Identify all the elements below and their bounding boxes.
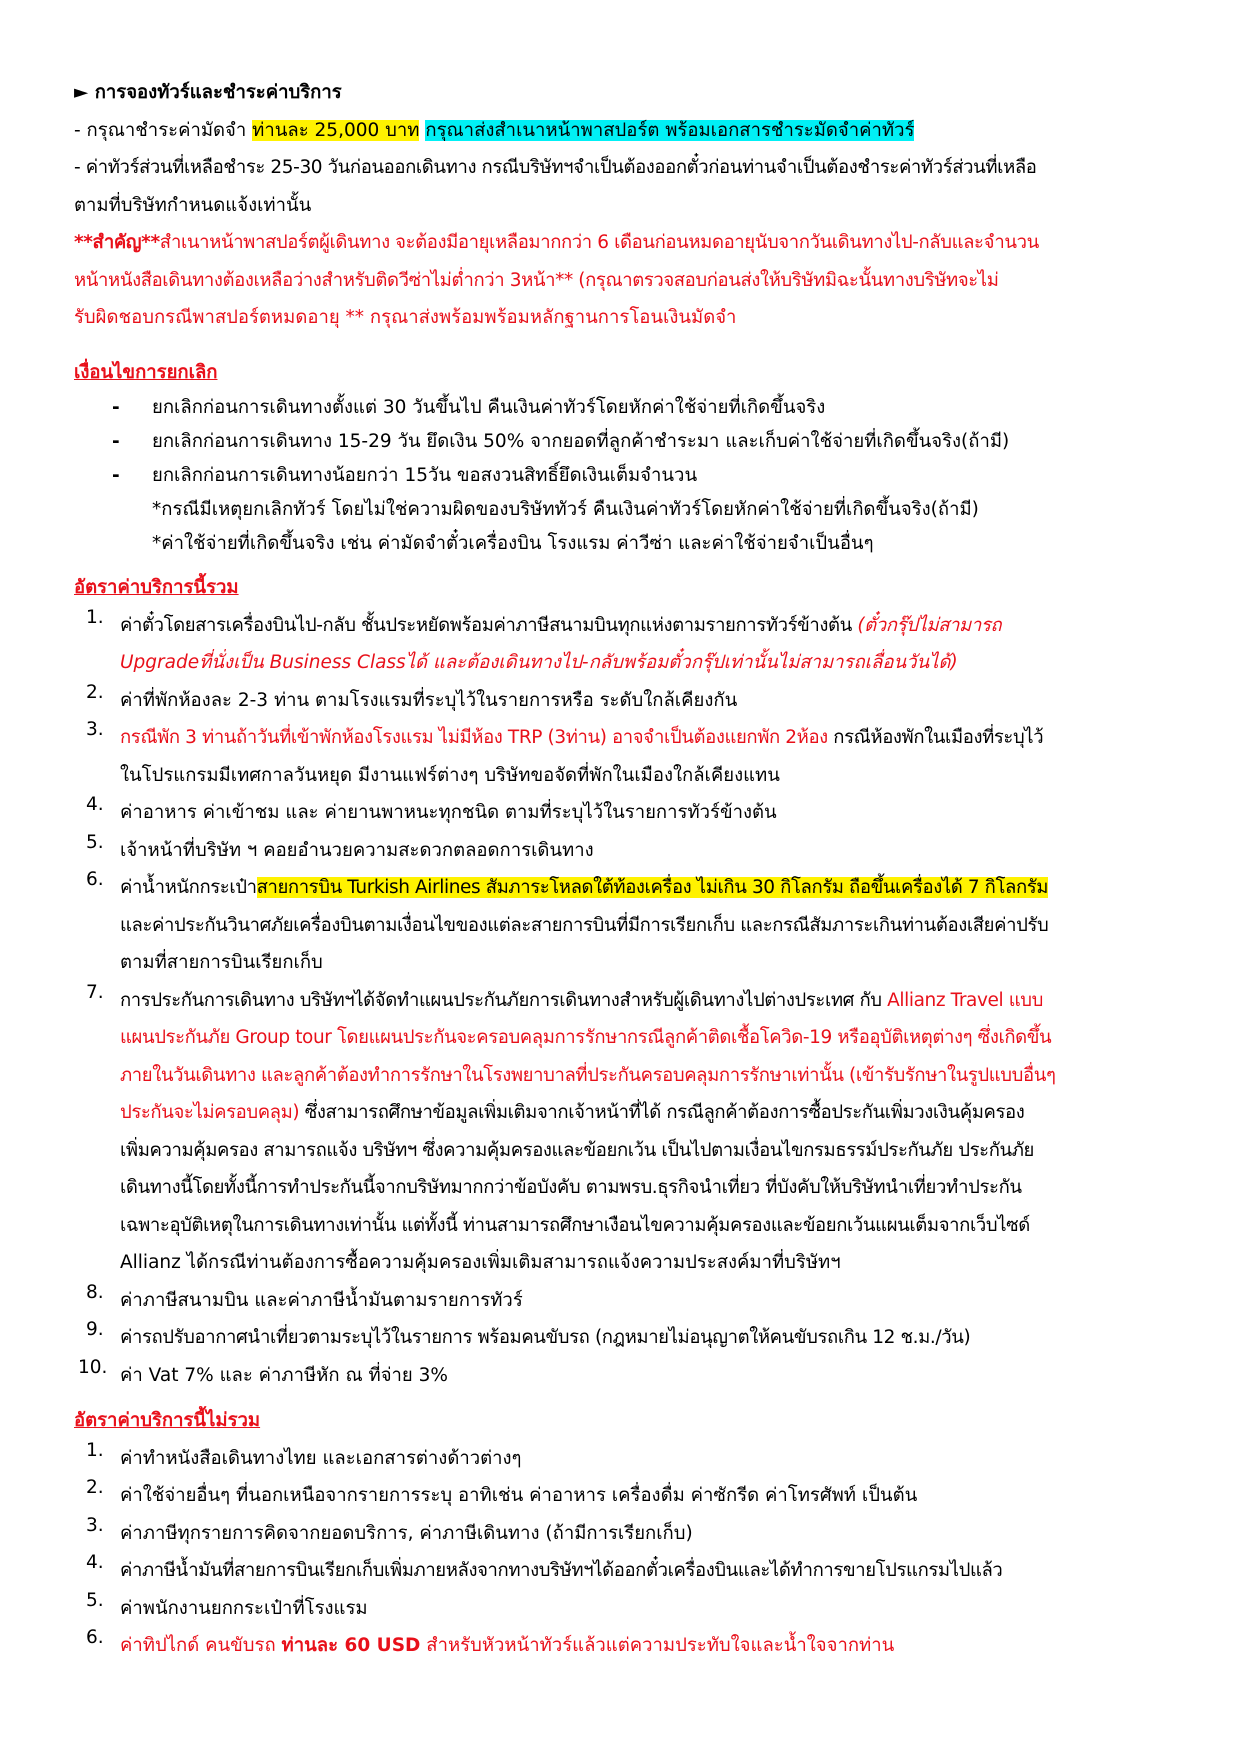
item-text: ซึ่งสามารถศึกษาข้อมูลเพิ่มเติมจากเจ้าหน้าที่ได้ กรณีลูกค้าต้องการซื้อประกันเพิ่มวงเงินคุ้มครอง <box>299 1102 1025 1123</box>
cancellation-note: *กรณีมีเหตุยกเลิกทัวร์ โดยไม่ใช่ความผิดของบริษัททัวร์ คืนเงินค่าทัวร์โดยหักค่าใช้จ่ายที่เกิดขึ้นจริง(ถ้ามี) <box>152 499 979 520</box>
included-title: อัตราค่าบริการนี้รวม <box>74 577 239 598</box>
included-item-3 <box>74 719 1174 794</box>
item-number: 4. <box>86 794 104 815</box>
excluded-item <box>74 1477 1174 1515</box>
item-text: ค่าใช้จ่ายอื่นๆ ที่นอกเหนือจากรายการระบุ อาทิเช่น ค่าอาหาร เครื่องดื่ม ค่าซักรีด ค่าโทรศัพท์ เป็นต้น <box>120 1485 918 1506</box>
item-number: 10. <box>78 1356 108 1378</box>
item-note: ภายในวันเดินทาง และลูกค้าต้องทำการรักษาในโรงพยาบาลที่ประกันครอบคลุมการรักษาเท่านั้น (เข้ารับรักษาในรูปแบบอื่นๆ <box>120 1064 1056 1086</box>
dash-bullet-icon: - <box>112 465 120 486</box>
included-item-10 <box>74 1357 1174 1395</box>
item-text: ค่าอาหาร ค่าเข้าชม และ ค่ายานพาหนะทุกชนิด ตามที่ระบุไว้ในรายการทัวร์ข้างต้น <box>120 802 777 823</box>
triangle-marker-icon: ► <box>74 82 89 103</box>
item-number: 2. <box>86 1477 104 1498</box>
item-note: Allianz Travel แบบ <box>887 989 1043 1011</box>
baggage-highlight: สายการบิน Turkish Airlines สัมภาระโหลดใต้ท้องเครื่อง ไม่เกิน 30 กิโลกรัม ถือขึ้นเครื่องได้ 7 กิโลกรัม <box>256 877 1049 898</box>
item-text: เฉพาะอุบัติเหตุในการเดินทางเท่านั้น แต่ทั้งนี้ ท่านสามารถศึกษาเงือนไขความคุ้มครองและข้อยกเว้นแผนเต็มจากเว็บไซด์ <box>120 1214 1030 1236</box>
cancellation-title: เงื่อนไขการยกเลิก <box>74 361 218 383</box>
item-text: เพิ่มความคุ้มครอง สามารถแจ้ง บริษัทฯ ซึ่งความคุ้มครองและข้อยกเว้น เป็นไปตามเงื่อนไขกรมธรรม์ประกันภัย ประกันภัย <box>120 1139 1034 1161</box>
dash-bullet-icon: - <box>112 431 120 452</box>
item-note: (ตั๋วกรุ๊ปไม่สามารถ <box>857 614 1002 636</box>
item-number: 9. <box>86 1319 104 1340</box>
item-text: ตามที่สายการบินเรียกเก็บ <box>120 952 323 973</box>
deposit-line <box>74 112 1174 150</box>
item-text: กรณีห้องพักในเมืองที่ระบุไว้ <box>827 727 1044 748</box>
included-item-1 <box>74 607 1174 682</box>
item-note: แผนประกันภัย Group tour โดยแผนประกันจะครอบคลุมการรักษากรณีลูกค้าติดเชื้อโควิด-19 หรืออุบัติเหตุต่างๆ ซึ่งเกิดขึ้น <box>120 1027 1052 1048</box>
balance-line-2: ตามที่บริษัทกำหนดแจ้งเท่านั้น <box>74 194 312 216</box>
included-item-4 <box>74 794 1174 832</box>
item-text: ค่าภาษีน้ำมันที่สายการบินเรียกเก็บเพิ่มภายหลังจากทางบริษัทฯได้ออกตั๋วเครื่องบินและได้ทำการขายโปรแกรมไปแล้ว <box>120 1560 1003 1581</box>
item-text: เดินทางนี้โดยทั้งนี้การทำประกันนี้จากบริษัทมากกว่าข้อบังคับ ตามพรบ.ธุรกิจนำเที่ยว ที่บังคับให้บริษัทนำเที่ยวทำประกัน <box>120 1177 1022 1198</box>
item-number: 3. <box>86 1514 104 1536</box>
excluded-item <box>74 1515 1174 1553</box>
tip-text: ค่าทิปไกด์ คนขับรถ <box>120 1635 282 1656</box>
important-line-3: รับผิดชอบกรณีพาสปอร์ตหมดอายุ ** กรุณาส่งพร้อมพร้อมหลักฐานการโอนเงินมัดจำ <box>74 307 737 328</box>
document-content <box>74 74 1174 1665</box>
excluded-title: อัตราค่าบริการนี้ไม่รวม <box>74 1410 261 1431</box>
item-text: Allianz ได้กรณีท่านต้องการซื้อความคุ้มครองเพิ่มเติมสามารถแจ้งความประสงค์มาที่บริษัทฯ <box>120 1252 841 1273</box>
item-number: 5. <box>86 1589 104 1611</box>
tip-note: สำหรับหัวหน้าทัวร์แล้วแต่ความประทับใจและน้ำใจจากท่าน <box>420 1635 895 1656</box>
cancellation-item <box>74 425 1174 459</box>
deposit-prefix: - กรุณาชำระค่ามัดจำ <box>74 119 253 141</box>
booking-title-text: การจองทัวร์และชำระค่าบริการ <box>94 82 342 103</box>
cancellation-item <box>74 459 1174 493</box>
important-line-1 <box>74 224 1174 262</box>
important-line-2: หน้าหนังสือเดินทางต้องเหลือว่างสำหรับติดวีซ่าไม่ต่ำกว่า 3หน้า** (กรุณาตรวจสอบก่อนส่งให้บริษัทมิฉะนั้นทางบริษัทจะไม่ <box>74 269 999 291</box>
item-number: 2. <box>86 681 104 703</box>
booking-title <box>74 74 1174 112</box>
item-text: ค่ารถปรับอากาศนำเที่ยวตามระบุไว้ในรายการ พร้อมคนขับรถ (กฎหมายไม่อนุญาตให้คนขับรถเกิน 12 ช.ม./วัน) <box>120 1327 971 1348</box>
item-note: กรณีพัก 3 ท่านถ้าวันที่เข้าพักห้องโรงแรม ไม่มีห้อง TRP (3ท่าน) อาจจำเป็นต้องแยกพัก 2ห้อง <box>120 727 828 748</box>
included-item-7 <box>74 982 1174 1282</box>
item-number: 7. <box>86 981 104 1003</box>
excluded-item <box>74 1552 1174 1590</box>
item-number: 1. <box>86 606 104 628</box>
item-text: ค่าภาษีสนามบิน และค่าภาษีน้ำมันตามรายการทัวร์ <box>120 1289 523 1311</box>
item-note: ประกันจะไม่ครอบคลุม) <box>120 1102 300 1123</box>
important-label: **สำคัญ** <box>74 232 160 253</box>
included-item-6 <box>74 869 1174 982</box>
tip-amount: ท่านละ 60 USD <box>281 1635 421 1656</box>
excluded-item-tip <box>74 1627 1174 1665</box>
item-text: ค่าน้ำหนักกระเป๋า <box>120 877 257 898</box>
item-text: และค่าประกันวินาศภัยเครื่องบินตามเงื่อนไขของแต่ละสายการบินที่มีการเรียกเก็บ และกรณีสัมภาระเกินท่านต้องเสียค่าปรับ <box>120 914 1049 936</box>
item-text: ค่าพนักงานยกกระเป๋าที่โรงแรม <box>120 1597 368 1619</box>
item-number: 1. <box>86 1439 104 1461</box>
excluded-item <box>74 1440 1174 1478</box>
item-number: 6. <box>86 869 104 890</box>
important-text-1: สำเนาหน้าพาสปอร์ตผู้เดินทาง จะต้องมีอายุเหลือมากกว่า 6 เดือนก่อนหมดอายุนับจากวันเดินทางไป-กลับและจำนวน <box>159 232 1039 253</box>
item-number: 3. <box>86 719 104 740</box>
item-number: 8. <box>86 1281 104 1303</box>
item-text: การประกันการเดินทาง บริษัทฯได้จัดทำแผนประกันภัยการเดินทางสำหรับผู้เดินทางไปต่างประเทศ กับ <box>120 989 888 1011</box>
balance-line-1: - ค่าทัวร์ส่วนที่เหลือชำระ 25-30 วันก่อนออกเดินทาง กรณีบริษัทฯจำเป็นต้องออกตั๋วก่อนท่านจำเป็นต้องชำระค่าทัวร์ส่วนที่เหลือ <box>74 157 1037 178</box>
item-text: ในโปรแกรมมีเทศกาลวันหยุด มีงานแฟร์ต่างๆ บริษัทขอจัดที่พักในเมืองใกล้เคียงแทน <box>120 764 780 786</box>
cancellation-item-text: ยกเลิกก่อนการเดินทาง 15-29 วัน ยึดเงิน 50% จากยอดที่ลูกค้าชำระมา และเก็บค่าใช้จ่ายที่เกิดขึ้นจริง(ถ้ามี) <box>152 431 1010 452</box>
item-number: 4. <box>86 1552 104 1573</box>
cancellation-item <box>74 391 1174 425</box>
dash-bullet-icon: - <box>112 397 120 418</box>
item-text: ค่าตั๋วโดยสารเครื่องบินไป-กลับ ชั้นประหยัดพร้อมค่าภาษีสนามบินทุกแห่งตามรายการทัวร์ข้างต้น <box>120 614 858 636</box>
excluded-item <box>74 1590 1174 1628</box>
item-number: 5. <box>86 831 104 853</box>
cancellation-item-text: ยกเลิกก่อนการเดินทางน้อยกว่า 15วัน ขอสงวนสิทธิ์ยึดเงินเต็มจำนวน <box>152 465 698 486</box>
cancellation-item-text: ยกเลิกก่อนการเดินทางตั้งแต่ 30 วันขึ้นไป คืนเงินค่าทัวร์โดยหักค่าใช้จ่ายที่เกิดขึ้นจริง <box>152 397 826 418</box>
item-note: Upgradeที่นั่งเป็น Business Classได้ และต้องเดินทางไป-กลับพร้อมตั๋วกรุ๊ปเท่านั้นไม่สามารถเลื่อนวันได้) <box>120 652 958 673</box>
item-text: ค่าทำหนังสือเดินทางไทย และเอกสารต่างด้าวต่างๆ <box>120 1447 522 1469</box>
cancellation-note: *ค่าใช้จ่ายที่เกิดขึ้นจริง เช่น ค่ามัดจำตั๋วเครื่องบิน โรงแรม ค่าวีซ่า และค่าใช้จ่ายจำเป็นอื่นๆ <box>152 533 874 554</box>
item-text: ค่า Vat 7% และ ค่าภาษีหัก ณ ที่จ่าย 3% <box>120 1364 448 1386</box>
included-item-5 <box>74 832 1174 870</box>
item-text: เจ้าหน้าที่บริษัท ฯ คอยอำนวยความสะดวกตลอดการเดินทาง <box>120 839 594 861</box>
included-item-8 <box>74 1282 1174 1320</box>
item-number: 6. <box>86 1627 104 1648</box>
deposit-note: กรุณาส่งสำเนาหน้าพาสปอร์ต พร้อมเอกสารชำระมัดจำค่าทัวร์ <box>425 119 915 141</box>
included-item-9 <box>74 1319 1174 1357</box>
included-item-2 <box>74 682 1174 720</box>
deposit-amount: ท่านละ 25,000 บาท <box>252 119 420 141</box>
item-text: ค่าภาษีทุกรายการคิดจากยอดบริการ, ค่าภาษีเดินทาง (ถ้ามีการเรียกเก็บ) <box>120 1522 693 1544</box>
item-text: ค่าที่พักห้องละ 2-3 ท่าน ตามโรงแรมที่ระบุไว้ในรายการหรือ ระดับใกล้เคียงกัน <box>120 689 738 711</box>
